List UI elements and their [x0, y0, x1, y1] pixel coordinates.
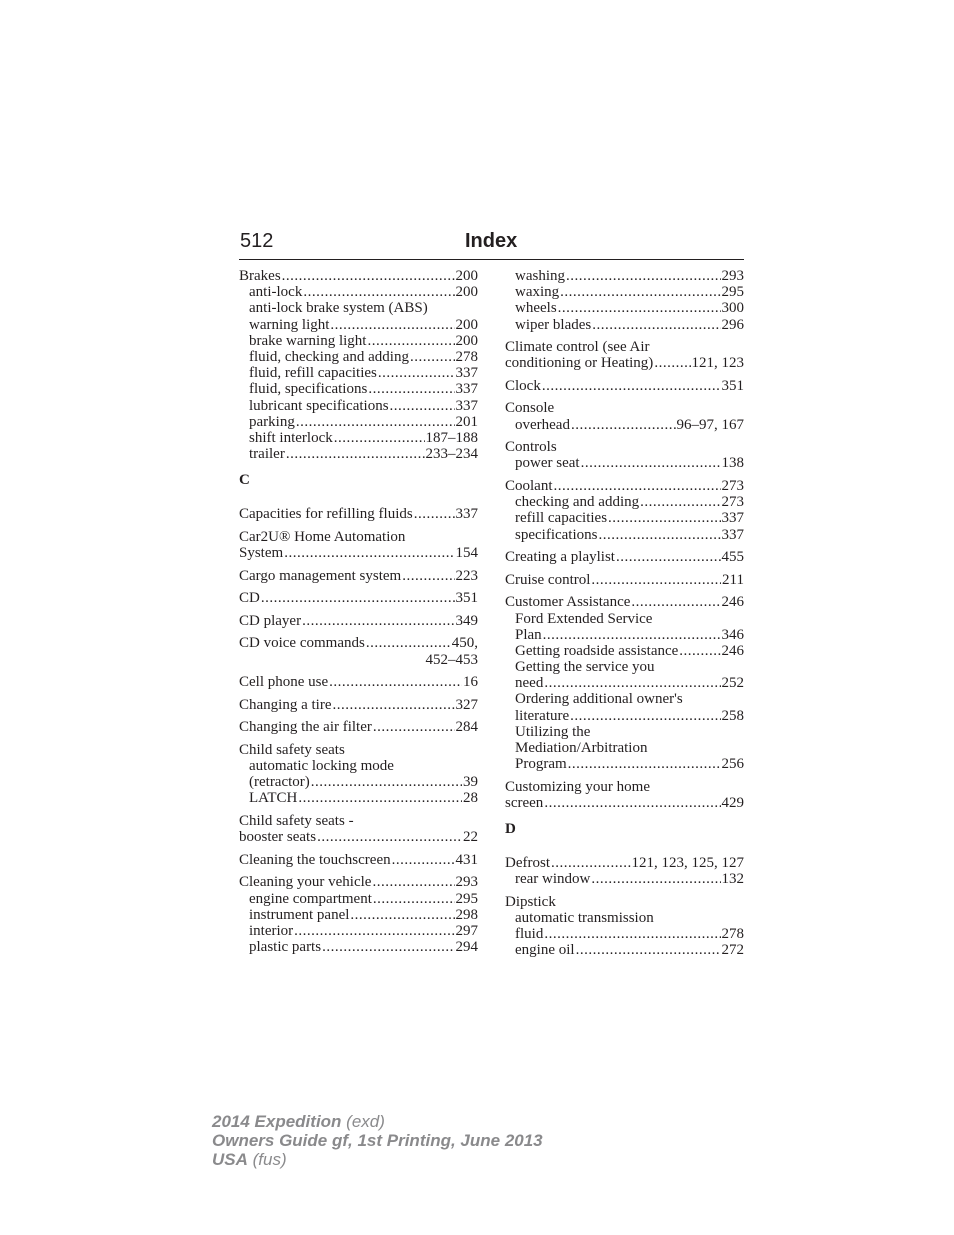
dot-leader — [390, 398, 455, 414]
dot-leader — [640, 494, 720, 510]
index-entry — [239, 545, 478, 561]
entry-term: literature — [515, 707, 570, 724]
index-subentry — [505, 659, 744, 675]
entry-term: anti-lock brake system (ABS) — [249, 300, 428, 317]
page-ref: 246 — [721, 594, 744, 611]
page-ref: 28 — [463, 790, 478, 807]
index-entry — [239, 635, 478, 651]
entry-term: checking and adding — [515, 494, 640, 511]
index-entry — [239, 829, 478, 845]
dot-leader — [551, 855, 631, 871]
entry-term: Brakes — [239, 268, 281, 284]
index-column-right — [505, 268, 744, 959]
dot-leader — [616, 549, 721, 565]
entry-term: waxing — [515, 284, 560, 301]
index-subentry — [505, 611, 744, 627]
page-ref: 294 — [455, 939, 478, 956]
index-entry — [239, 268, 478, 284]
entry-term: Defrost — [505, 855, 550, 872]
index-entry — [239, 613, 478, 629]
dot-leader — [558, 300, 721, 316]
page-ref: 450, — [451, 635, 478, 652]
page-ref: 295 — [455, 890, 478, 907]
page-ref: 201 — [455, 413, 478, 430]
entry-term: wheels — [515, 300, 557, 317]
entry-term: warning light — [249, 316, 330, 333]
dot-leader — [570, 708, 720, 724]
index-subentry — [239, 317, 478, 333]
page-ref: 138 — [721, 455, 744, 472]
index-column-left — [239, 268, 478, 955]
entry-term: instrument panel — [249, 906, 350, 923]
dot-leader — [296, 414, 455, 430]
entry-term: Controls — [505, 439, 557, 456]
index-subentry — [239, 398, 478, 414]
index-subentry — [239, 414, 478, 430]
index-entry — [239, 529, 478, 545]
page-ref: 256 — [721, 756, 744, 773]
entry-term: Cleaning the touchscreen — [239, 851, 391, 868]
dot-leader — [378, 365, 455, 381]
entry-term: automatic transmission — [515, 910, 654, 927]
index-subentry — [239, 790, 478, 806]
footer-line-1: 2014 Expedition (exd) — [212, 1112, 385, 1131]
index-entry — [505, 355, 744, 371]
index-subentry — [505, 284, 744, 300]
index-subentry — [239, 300, 478, 316]
page-ref: 346 — [721, 626, 744, 643]
index-subentry — [505, 268, 744, 284]
index-entry — [505, 478, 744, 494]
entry-term: Coolant — [505, 478, 553, 495]
index-subentry — [239, 891, 478, 907]
entry-term: Child safety seats — [239, 741, 345, 758]
dot-leader — [373, 719, 455, 735]
index-entry-continuation — [239, 652, 478, 668]
index-subentry — [239, 381, 478, 397]
index-entry — [239, 506, 478, 522]
page-ref: 337 — [455, 365, 478, 382]
page-ref: 337 — [721, 510, 744, 527]
entry-term: Utilizing the — [515, 723, 591, 740]
page-ref: 16 — [463, 674, 478, 691]
entry-term: Climate control (see Air — [505, 339, 650, 356]
index-subentry — [239, 774, 478, 790]
dot-leader — [372, 874, 454, 890]
dot-leader — [410, 349, 455, 365]
entry-term: booster seats — [239, 829, 317, 846]
index-subentry — [239, 939, 478, 955]
entry-term: automatic locking mode — [249, 758, 394, 775]
index-entry — [239, 719, 478, 735]
index-entry — [505, 400, 744, 416]
index-subentry — [239, 446, 478, 462]
dot-leader — [542, 378, 721, 394]
index-subentry — [505, 910, 744, 926]
index-subentry — [505, 708, 744, 724]
entry-term: screen — [505, 794, 544, 811]
page-ref: 96–97, 167 — [676, 416, 744, 433]
index-subentry — [505, 455, 744, 471]
dot-leader — [334, 430, 425, 446]
page-ref: 121, 123 — [691, 355, 744, 372]
entry-term: power seat — [515, 455, 580, 472]
entry-term: Customizing your home — [505, 778, 650, 795]
dot-leader — [544, 926, 720, 942]
index-entry — [239, 590, 478, 606]
dot-leader — [592, 317, 720, 333]
entry-term: Mediation/Arbitration — [515, 740, 648, 756]
page-ref: 455 — [721, 549, 744, 566]
index-entry — [239, 568, 478, 584]
entry-term: Cleaning your vehicle — [239, 874, 372, 891]
page-ref: 293 — [455, 874, 478, 891]
dot-leader — [302, 613, 454, 629]
page-ref: 431 — [455, 851, 478, 868]
index-subentry — [505, 300, 744, 316]
dot-leader — [654, 355, 690, 371]
dot-leader — [330, 317, 454, 333]
entry-term: Ordering additional owner's — [515, 691, 683, 708]
index-subentry — [505, 740, 744, 756]
index-subentry — [239, 349, 478, 365]
page-ref: 278 — [455, 348, 478, 365]
page-ref: 211 — [722, 571, 744, 588]
entry-term: Getting the service you — [515, 659, 655, 676]
entry-term: shift interlock — [249, 429, 333, 446]
index-entry — [239, 697, 478, 713]
entry-term: engine oil — [515, 942, 575, 959]
index-subentry — [239, 430, 478, 446]
index-entry — [239, 674, 478, 690]
index-entry — [505, 795, 744, 811]
footer-line-3: USA (fus) — [212, 1150, 287, 1169]
footer — [212, 1112, 543, 1169]
page-ref: 187–188 — [425, 429, 478, 446]
dot-leader — [591, 572, 721, 588]
entry-term: interior — [249, 922, 294, 939]
page-ref: 351 — [721, 377, 744, 394]
page-ref: 273 — [721, 494, 744, 511]
index-entry — [505, 779, 744, 795]
index-entry — [239, 742, 478, 758]
dot-leader — [294, 923, 454, 939]
entry-term: Getting roadside assistance — [515, 642, 679, 659]
index-entry — [505, 339, 744, 355]
entry-term: CD player — [239, 612, 302, 629]
index-entry — [505, 378, 744, 394]
entry-term: wiper blades — [515, 316, 592, 333]
index-subentry — [505, 510, 744, 526]
page-ref: 337 — [455, 381, 478, 398]
entry-term: Cruise control — [505, 571, 591, 588]
entry-term: (retractor) — [249, 774, 310, 791]
index-entry — [505, 594, 744, 610]
index-subentry — [505, 417, 744, 433]
entry-term: conditioning or Heating) — [505, 355, 654, 372]
entry-term: Child safety seats - — [239, 812, 354, 829]
entry-term: Changing the air filter — [239, 719, 372, 736]
dot-leader — [598, 527, 720, 543]
index-subentry — [239, 365, 478, 381]
page-ref: 429 — [721, 794, 744, 811]
index-subentry — [239, 284, 478, 300]
dot-leader — [282, 268, 455, 284]
index-entry — [505, 855, 744, 871]
index-subentry — [239, 907, 478, 923]
page-title: Index — [465, 230, 518, 252]
index-subentry — [505, 627, 744, 643]
entry-term: Clock — [505, 377, 541, 394]
page-ref: 273 — [721, 478, 744, 495]
dot-leader — [284, 545, 454, 561]
entry-term: trailer — [249, 446, 285, 463]
page-ref: 200 — [455, 316, 478, 333]
dot-leader — [329, 674, 462, 690]
entry-term: brake warning light — [249, 332, 367, 349]
index-subentry — [505, 871, 744, 887]
entry-term: fluid, checking and adding — [249, 348, 409, 365]
dot-leader — [679, 643, 720, 659]
dot-leader — [286, 446, 425, 462]
entry-term: CD — [239, 590, 260, 607]
index-entry — [239, 813, 478, 829]
dot-leader — [571, 417, 676, 433]
page-ref: 39 — [463, 774, 478, 791]
index-entry — [505, 572, 744, 588]
index-entry — [239, 874, 478, 890]
entry-term: Cell phone use — [239, 674, 329, 691]
dot-leader — [566, 268, 721, 284]
index-subentry — [239, 758, 478, 774]
entry-term: engine compartment — [249, 890, 372, 907]
dot-leader — [568, 756, 721, 772]
index-subentry — [505, 643, 744, 659]
entry-term: Creating a playlist — [505, 549, 615, 566]
dot-leader — [350, 907, 454, 923]
index-subentry — [505, 494, 744, 510]
index-subentry — [239, 333, 478, 349]
section-letter: C — [239, 472, 250, 489]
entry-term: Console — [505, 400, 555, 417]
entry-term: Plan — [515, 626, 542, 643]
page-ref: 200 — [455, 284, 478, 301]
index-subentry — [505, 675, 744, 691]
dot-leader — [392, 852, 455, 868]
page-ref: 278 — [721, 926, 744, 943]
dot-leader — [303, 284, 454, 300]
entry-term: fluid — [515, 926, 544, 943]
dot-leader — [367, 333, 454, 349]
entry-term: LATCH — [249, 790, 298, 807]
index-subentry — [505, 926, 744, 942]
dot-leader — [373, 891, 455, 907]
dot-leader — [402, 568, 454, 584]
dot-leader — [332, 697, 454, 713]
dot-leader — [576, 942, 721, 958]
page-ref: 200 — [455, 332, 478, 349]
page-ref: 337 — [455, 397, 478, 414]
index-subentry — [505, 756, 744, 772]
page-ref: 246 — [721, 642, 744, 659]
dot-leader — [311, 774, 462, 790]
dot-leader — [261, 590, 455, 606]
dot-leader — [591, 871, 720, 887]
entry-term: Car2U® Home Automation — [239, 528, 406, 545]
entry-term: Dipstick — [505, 893, 556, 910]
page-ref: 327 — [455, 696, 478, 713]
page-ref: 284 — [455, 719, 478, 736]
page-ref: 121, 123, 125, 127 — [631, 855, 744, 872]
entry-term: overhead — [515, 416, 570, 433]
index-subentry — [505, 724, 744, 740]
page-number: 512 — [240, 230, 274, 252]
entry-term: specifications — [515, 526, 598, 543]
page-ref: 272 — [721, 942, 744, 959]
dot-leader — [317, 829, 462, 845]
entry-term: anti-lock — [249, 284, 303, 301]
entry-term: CD voice commands — [239, 635, 365, 652]
footer-line-2: Owners Guide gf, 1st Printing, June 2013 — [212, 1131, 543, 1150]
entry-term: System — [239, 545, 284, 562]
page-ref: 233–234 — [425, 446, 478, 463]
entry-term: fluid, specifications — [249, 381, 368, 398]
section-letter: D — [505, 821, 516, 838]
page-ref: 258 — [721, 707, 744, 724]
index-subentry — [505, 527, 744, 543]
page-ref: 295 — [721, 284, 744, 301]
dot-leader — [608, 510, 720, 526]
entry-term: Cargo management system — [239, 567, 402, 584]
entry-term: lubricant specifications — [249, 397, 389, 414]
entry-term: parking — [249, 413, 295, 430]
dot-leader — [581, 455, 721, 471]
dot-leader — [560, 284, 720, 300]
page-ref: 351 — [455, 590, 478, 607]
page-ref: 132 — [721, 871, 744, 888]
page-ref: 349 — [455, 612, 478, 629]
index-entry — [505, 439, 744, 455]
page-ref: 337 — [455, 506, 478, 523]
dot-leader — [544, 795, 720, 811]
index-entry — [239, 852, 478, 868]
dot-leader — [414, 506, 455, 522]
dot-leader — [366, 635, 451, 651]
page-ref: 337 — [721, 526, 744, 543]
index-entry — [505, 894, 744, 910]
page-ref: 252 — [721, 675, 744, 692]
entry-term: Program — [515, 756, 567, 773]
page-ref: 200 — [455, 268, 478, 284]
entry-term: Customer Assistance — [505, 594, 631, 611]
page-ref: 300 — [721, 300, 744, 317]
page-ref: 293 — [721, 268, 744, 284]
page-ref: 296 — [721, 316, 744, 333]
page-ref: 297 — [455, 922, 478, 939]
index-entry — [505, 549, 744, 565]
entry-term: washing — [515, 268, 565, 284]
entry-term: refill capacities — [515, 510, 608, 527]
page-ref: 22 — [463, 829, 478, 846]
entry-term: plastic parts — [249, 939, 322, 956]
dot-leader — [631, 594, 720, 610]
entry-term: Capacities for refilling fluids — [239, 506, 413, 523]
header-rule — [239, 259, 744, 260]
dot-leader — [543, 627, 721, 643]
page-ref: 154 — [455, 545, 478, 562]
entry-term: fluid, refill capacities — [249, 365, 377, 382]
page-ref: 452–453 — [425, 651, 478, 668]
index-subentry — [505, 942, 744, 958]
dot-leader — [544, 675, 720, 691]
entry-term: Ford Extended Service — [515, 610, 653, 627]
dot-leader — [368, 381, 454, 397]
entry-term: rear window — [515, 871, 591, 888]
entry-term: Changing a tire — [239, 696, 332, 713]
page-ref: 223 — [455, 567, 478, 584]
index-subentry — [239, 923, 478, 939]
index-subentry — [505, 317, 744, 333]
index-subentry — [505, 691, 744, 707]
entry-term: need — [515, 675, 544, 692]
dot-leader — [322, 939, 454, 955]
dot-leader — [554, 478, 721, 494]
page-ref: 298 — [455, 906, 478, 923]
dot-leader — [298, 790, 462, 806]
